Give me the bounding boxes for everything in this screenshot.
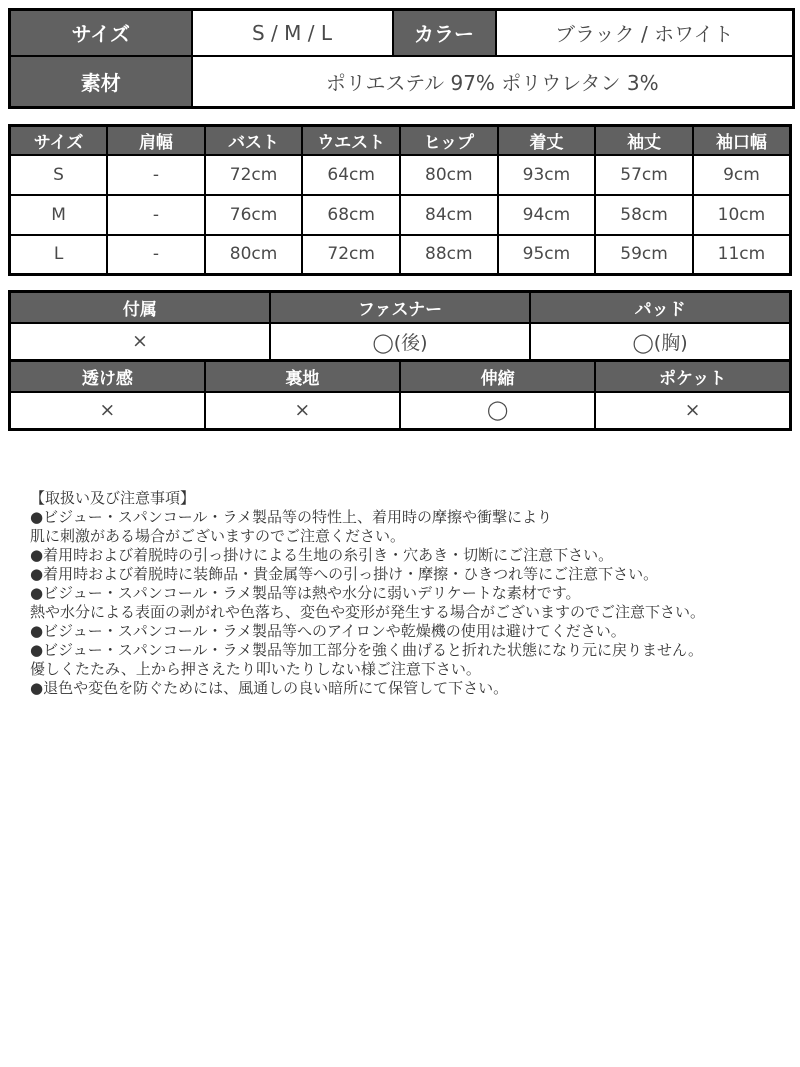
material-label: 素材 xyxy=(10,56,192,108)
measurements-cell: L xyxy=(10,235,108,275)
measurements-cell: 58cm xyxy=(595,195,693,235)
measurements-header-cell: 袖丈 xyxy=(595,126,693,155)
size-value: S / M / L xyxy=(192,10,393,56)
care-note-line: 熱や水分による表面の剥がれや色落ち、変色や変形が発生する場合がございますのでご注意下さい。 xyxy=(30,603,706,621)
measurements-cell: - xyxy=(107,195,205,235)
pad-value: ◯(胸) xyxy=(530,323,790,361)
spec-row-material xyxy=(10,56,794,108)
measurements-header-cell: サイズ xyxy=(10,126,108,155)
measurements-header-cell: 肩幅 xyxy=(107,126,205,155)
measurements-cell: - xyxy=(107,235,205,275)
measurements-cell: 80cm xyxy=(400,155,498,195)
measurements-cell: 11cm xyxy=(693,235,791,275)
measurements-cell: 9cm xyxy=(693,155,791,195)
care-note-line: ●着用時および着脱時に装飾品・貴金属等への引っ掛け・摩擦・ひきつれ等にご注意下さい。 xyxy=(30,565,659,583)
care-note-line: 優しくたたみ、上から押さえたり叩いたりしない様ご注意下さい。 xyxy=(30,660,481,678)
sheerness-label: 透け感 xyxy=(10,361,205,392)
measurements-cell: 72cm xyxy=(205,155,303,195)
zipper-label: ファスナー xyxy=(270,292,530,323)
pocket-label: ポケット xyxy=(595,361,790,392)
measurements-cell: 57cm xyxy=(595,155,693,195)
material-value: ポリエステル 97% ポリウレタン 3% xyxy=(192,56,794,108)
measurements-cell: 84cm xyxy=(400,195,498,235)
measurements-cell: 10cm xyxy=(693,195,791,235)
stretch-value: ◯ xyxy=(400,392,595,430)
measurements-cell: 76cm xyxy=(205,195,303,235)
measurements-cell: 59cm xyxy=(595,235,693,275)
measurements-header-cell: ウエスト xyxy=(302,126,400,155)
care-note-line: ●退色や変色を防ぐためには、風通しの良い暗所にて保管して下さい。 xyxy=(30,679,509,697)
lining-label: 裏地 xyxy=(205,361,400,392)
measurements-header-row xyxy=(10,126,791,155)
accessory-value: × xyxy=(10,323,270,361)
measurements-cell: 80cm xyxy=(205,235,303,275)
measurements-cell: 64cm xyxy=(302,155,400,195)
measurements-row-m xyxy=(10,195,791,235)
features1-value-row xyxy=(10,323,791,361)
measurements-cell: 72cm xyxy=(302,235,400,275)
measurements-cell: 95cm xyxy=(498,235,596,275)
size-label: サイズ xyxy=(10,10,192,56)
measurements-header-cell: バスト xyxy=(205,126,303,155)
measurements-row-l xyxy=(10,235,791,275)
measurements-header-cell: ヒップ xyxy=(400,126,498,155)
features2-header-row xyxy=(10,361,791,392)
pad-label: パッド xyxy=(530,292,790,323)
care-note-line: ●ビジュー・スパンコール・ラメ製品等へのアイロンや乾燥機の使用は避けてください。 xyxy=(30,622,626,640)
features-table-1 xyxy=(8,290,792,362)
care-note-line: ●ビジュー・スパンコール・ラメ製品等の特性上、着用時の摩擦や衝撃により xyxy=(30,508,553,526)
features2-value-row xyxy=(10,392,791,430)
features1-header-row xyxy=(10,292,791,323)
color-label: カラー xyxy=(393,10,496,56)
measurements-header-cell: 袖口幅 xyxy=(693,126,791,155)
measurements-header-cell: 着丈 xyxy=(498,126,596,155)
zipper-value: ◯(後) xyxy=(270,323,530,361)
care-note-line: ●着用時および着脱時の引っ掛けによる生地の糸引き・穴あき・切断にご注意下さい。 xyxy=(30,546,614,564)
care-note-line: ●ビジュー・スパンコール・ラメ製品等加工部分を強く曲げると折れた状態になり元に戻りません。 xyxy=(30,641,703,659)
pocket-value: × xyxy=(595,392,790,430)
care-notes xyxy=(30,489,784,698)
care-notes-title: 【取扱い及び注意事項】 xyxy=(30,489,196,507)
measurements-cell: S xyxy=(10,155,108,195)
measurements-cell: 93cm xyxy=(498,155,596,195)
lining-value: × xyxy=(205,392,400,430)
measurements-cell: 88cm xyxy=(400,235,498,275)
spec-row-size-color xyxy=(10,10,794,56)
measurements-cell: - xyxy=(107,155,205,195)
measurements-cell: M xyxy=(10,195,108,235)
measurements-table xyxy=(8,124,792,276)
features-table-2 xyxy=(8,359,792,431)
care-note-line: 肌に刺激がある場合がございますのでご注意ください。 xyxy=(30,527,406,545)
measurements-row-s xyxy=(10,155,791,195)
sheerness-value: × xyxy=(10,392,205,430)
accessory-label: 付属 xyxy=(10,292,270,323)
stretch-label: 伸縮 xyxy=(400,361,595,392)
care-note-line: ●ビジュー・スパンコール・ラメ製品等は熱や水分に弱いデリケートな素材です。 xyxy=(30,584,581,602)
measurements-cell: 68cm xyxy=(302,195,400,235)
color-value: ブラック / ホワイト xyxy=(496,10,794,56)
measurements-cell: 94cm xyxy=(498,195,596,235)
spec-table xyxy=(8,8,795,109)
